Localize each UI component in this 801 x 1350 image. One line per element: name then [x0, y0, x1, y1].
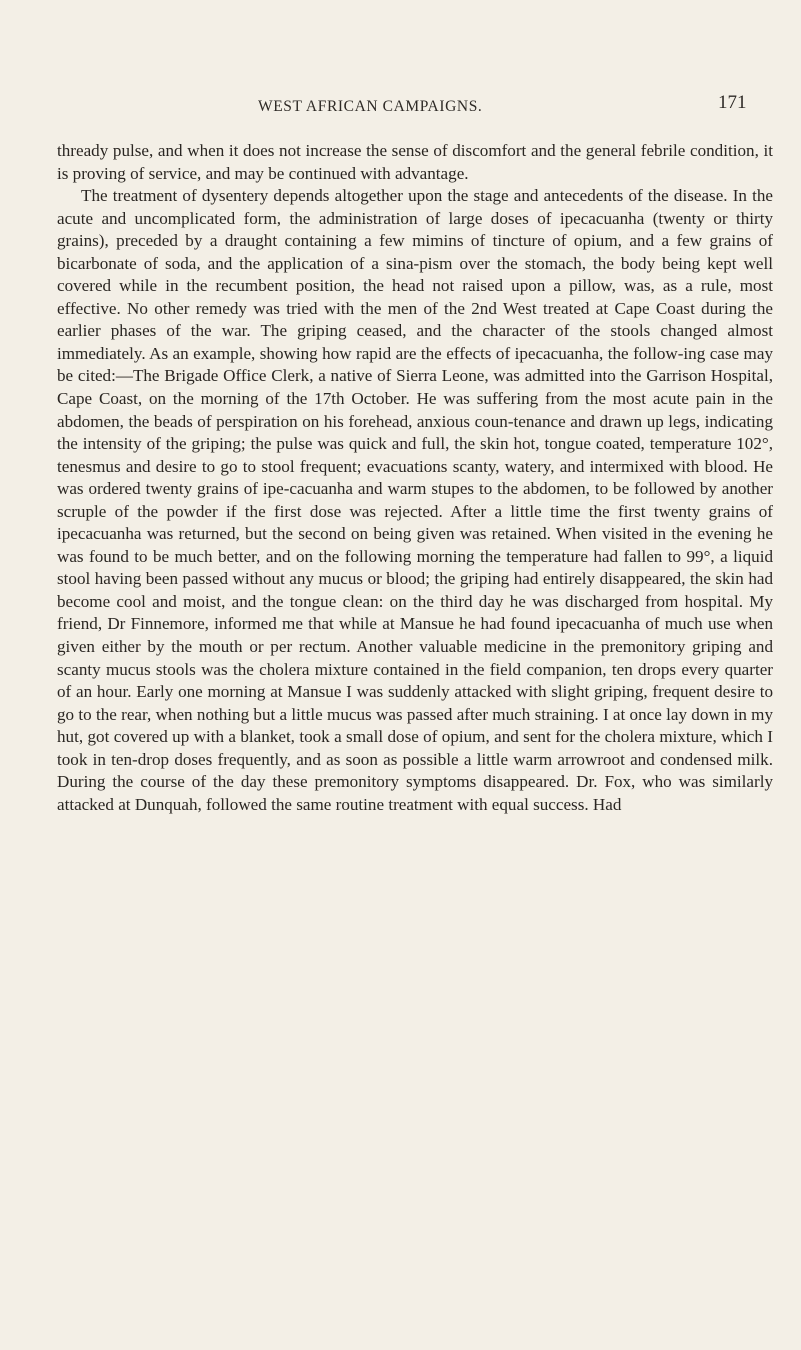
page-number: 171	[718, 92, 747, 113]
paragraph-continuation: thready pulse, and when it does not increase the sense of discomfort and the general febrile condition, it is proving of service, and may be continued with advantage.	[57, 141, 773, 183]
running-title: WEST AFRICAN CAMPAIGNS.	[258, 98, 483, 115]
paragraph-dysentery-treatment: The treatment of dysentery depends altogether upon the stage and antecedents of the disease. In the acute and uncomplicated form, the administration of large doses of ipecacuanha (twenty or thirty grains), preceded by a draught containing a few mimins of tincture of opium, and a few grains of bicarbonate of soda, and the application of a sina-pism over the stomach, the body being kept well covered while in the recumbent position, the head not raised upon a pillow, was, as a rule, most effective. No other remedy was tried with the men of the 2nd West treated at Cape Coast during the earlier phases of the war. The griping ceased, and the character of the stools changed almost immediately. As an example, showing how rapid are the effects of ipecacuanha, the follow-ing case may be cited:—The Brigade Office Clerk, a native of Sierra Leone, was admitted into the Garrison Hospital, Cape Coast, on the morning of the 17th October. He was suffering from the most acute pain in the abdomen, the beads of perspiration on his forehead, anxious coun-tenance and drawn up legs, indicating the intensity of the griping; the pulse was quick and full, the skin hot, tongue coated, temperature 102°, tenesmus and desire to go to stool frequent; evacuations scanty, watery, and intermixed with blood. He was ordered twenty grains of ipe-cacuanha and warm stupes to the abdomen, to be followed by another scruple of the powder if the first dose was rejected. After a little time the first twenty grains of ipecacuanha was returned, but the second on being given was retained. When visited in the evening he was found to be much better, and on the following morning the temperature had fallen to 99°, a liquid stool having been passed without any mucus or blood; the griping had entirely disappeared, the skin had become cool and moist, and the tongue clean: on the third day he was discharged from hospital. My friend, Dr Finnemore, informed me that while at Mansue he had found ipecacuanha of much use when given either by the mouth or per rectum. Another valuable medicine in the premonitory griping and scanty mucus stools was the cholera mixture contained in the field companion, ten drops every quarter of an hour. Early one morning at Mansue I was suddenly attacked with slight griping, frequent desire to go to the rear, when nothing but a little mucus was passed after much straining. I at once lay down in my hut, got covered up with a blanket, took a small dose of opium, and sent for the cholera mixture, which I took in ten-drop doses frequently, and as soon as possible a little warm arrowroot and condensed milk. During the course of the day these premonitory symptoms disappeared. Dr. Fox, who was similarly attacked at Dunquah, followed the same routine treatment with equal success. Had	[57, 186, 773, 814]
body-text	[57, 140, 773, 816]
